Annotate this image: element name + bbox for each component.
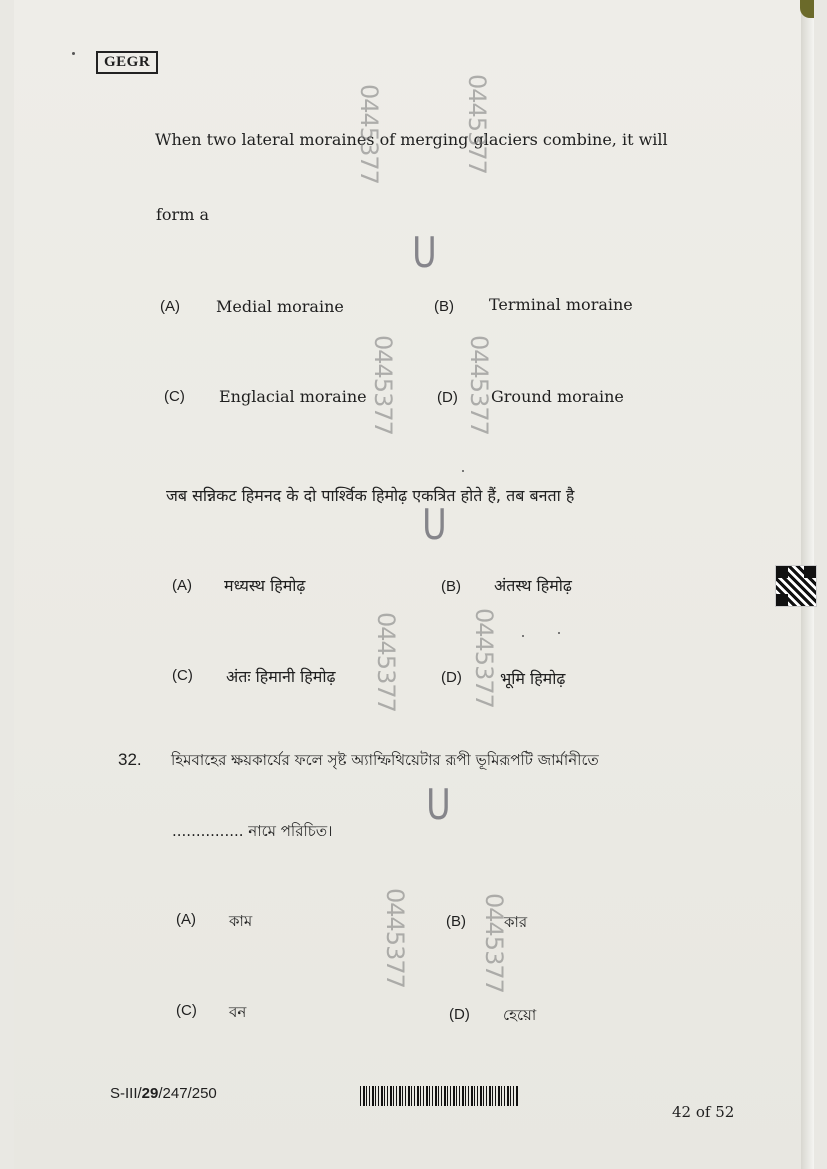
q31-option-b-letter: (B) xyxy=(434,298,454,315)
q31-hi-option-c-letter: (C) xyxy=(172,667,193,684)
q31-option-b-text: Terminal moraine xyxy=(489,295,633,314)
q31-text-line2: form a xyxy=(156,205,209,224)
q31-hi-option-d-letter: (D) xyxy=(441,669,462,686)
q31-option-d-letter: (D) xyxy=(437,389,458,406)
handwritten-mark: U xyxy=(426,780,451,829)
q32-option-d-letter: (D) xyxy=(449,1006,470,1023)
stamp-number: 0445377 xyxy=(381,888,409,988)
q31-option-c-letter: (C) xyxy=(164,388,185,405)
barcode xyxy=(360,1086,518,1106)
qr-code xyxy=(775,565,817,607)
footer-code-suffix: /247/250 xyxy=(158,1085,217,1102)
q32-option-a-letter: (A) xyxy=(176,911,196,928)
subject-code-box: GEGR xyxy=(96,51,158,74)
stamp-number: 0445377 xyxy=(372,612,400,712)
q31-option-c-text: Englacial moraine xyxy=(219,387,367,406)
q31-hi-option-b-letter: (B) xyxy=(441,578,461,595)
stamp-number: 0445377 xyxy=(369,335,397,435)
stamp-number: 0445377 xyxy=(465,335,493,435)
stamp-number: 0445377 xyxy=(463,74,491,174)
q32-text-line2: ............... নামে পরিচিত। xyxy=(172,822,333,840)
handwritten-mark: U xyxy=(422,500,447,549)
page-number: 42 of 52 xyxy=(672,1103,735,1121)
stamp-number: 0445377 xyxy=(480,893,508,993)
q31-hindi-text: जब सन्निकट हिमनद के दो पार्श्विक हिमोढ़ एकत्रित होते हैं, तब बनता है xyxy=(166,486,575,505)
q32-option-a-text: কাম xyxy=(229,912,253,930)
q31-hi-option-a-letter: (A) xyxy=(172,577,192,594)
q32-option-c-text: বন xyxy=(229,1003,247,1021)
q31-text-line1: When two lateral moraines of merging glaciers combine, it will xyxy=(155,130,668,149)
speck xyxy=(462,470,464,472)
q32-number: 32. xyxy=(118,750,142,769)
exam-page xyxy=(14,0,814,1169)
speck xyxy=(522,635,524,637)
q32-option-c-letter: (C) xyxy=(176,1002,197,1019)
q31-option-a-text: Medial moraine xyxy=(216,297,344,316)
q31-option-a-letter: (A) xyxy=(160,298,180,315)
q32-option-d-text: হেয়ো xyxy=(503,1006,537,1024)
q31-hi-option-c-text: अंतः हिमानी हिमोढ़ xyxy=(226,667,336,686)
q32-option-b-letter: (B) xyxy=(446,913,466,930)
footer-code-bold: 29 xyxy=(141,1085,159,1102)
handwritten-mark: U xyxy=(412,228,437,277)
q32-text-line1: হিমবাহের ক্ষয়কার্যের ফলে সৃষ্ট অ্যাম্ফিথিয়েটার রূপী ভূমিরূপটি জার্মানীতে xyxy=(171,751,599,769)
q31-hi-option-a-text: मध्यस्थ हिमोढ़ xyxy=(224,576,306,595)
q32-option-b-text: কার xyxy=(504,913,528,931)
q31-hi-option-b-text: अंतस्थ हिमोढ़ xyxy=(494,576,572,595)
footer-paper-code xyxy=(110,1085,217,1102)
speck xyxy=(72,52,75,55)
stamp-number: 0445377 xyxy=(355,84,383,184)
footer-code-prefix: S-III/ xyxy=(110,1085,142,1102)
stamp-number: 0445377 xyxy=(470,608,498,708)
speck xyxy=(558,632,560,634)
q31-hi-option-d-text: भूमि हिमोढ़ xyxy=(500,669,566,688)
q31-option-d-text: Ground moraine xyxy=(491,387,624,406)
